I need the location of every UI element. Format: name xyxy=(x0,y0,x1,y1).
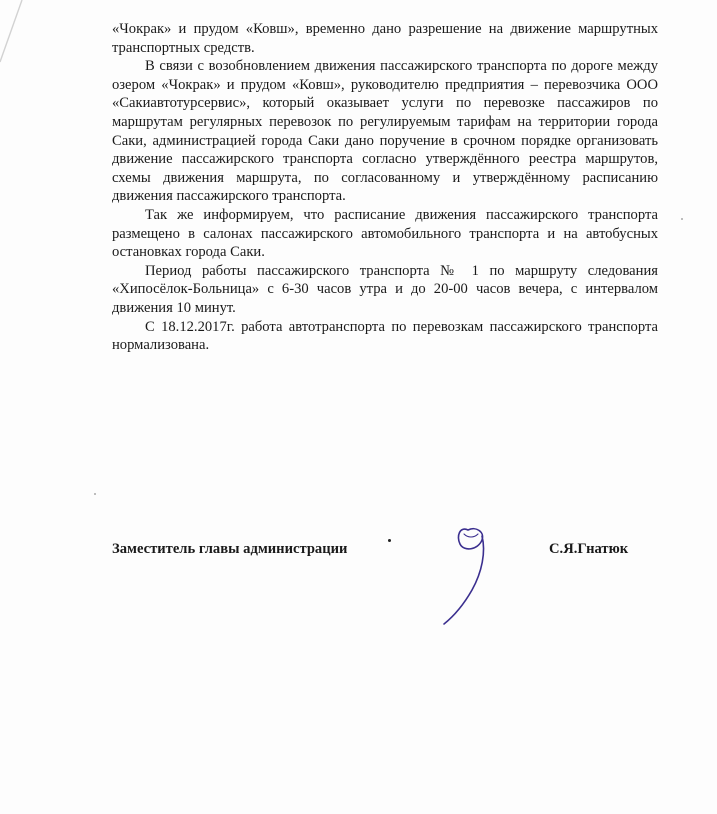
letter-body xyxy=(112,20,658,355)
paragraph: Так же информируем, что расписание движения пассажирского транспорта размещено в салонах пассажирского автомобильного транспорта и на автобусных остановках города Саки. xyxy=(112,206,658,261)
paragraph: С 18.12.2017г. работа автотранспорта по перевозкам пассажирского транспорта нормализована. xyxy=(112,318,658,354)
signature-block xyxy=(112,541,652,565)
paragraph: В связи с возобновлением движения пассажирского транспорта по дороге между озером «Чокрак» и прудом «Ковш», руководителю предприятия – перевозчика ООО «Сакиавтотурсервис», который оказывает услуги по перевозке пассажиров по маршрутам регулярных перевозок по регулируемым тарифам на территории города Саки, администрацией города Саки дано поручение в срочном порядке организовать движение пассажирского транспорта согласно утверждённого реестра маршрутов, схемы движения маршрута, по согласованному и утверждённому расписанию движения пассажирского транспорта. xyxy=(112,58,658,205)
margin-speck xyxy=(94,493,96,495)
signatory-name: С.Я.Гнатюк xyxy=(549,541,629,557)
scan-edge-mark xyxy=(0,0,60,80)
paragraph: «Чокрак» и прудом «Ковш», временно дано разрешение на движение маршрутных транспортных средств. xyxy=(112,21,658,56)
paragraph: Период работы пассажирского транспорта № 1 по маршруту следования «Хипосёлок-Больница» с 6-30 часов утра и до 20-00 часов вечера, с интервалом движения 10 минут. xyxy=(112,262,658,316)
margin-speck xyxy=(681,218,683,220)
signatory-position: Заместитель главы администрации xyxy=(112,541,348,557)
handwritten-signature xyxy=(438,522,498,626)
ink-dot xyxy=(388,539,391,542)
